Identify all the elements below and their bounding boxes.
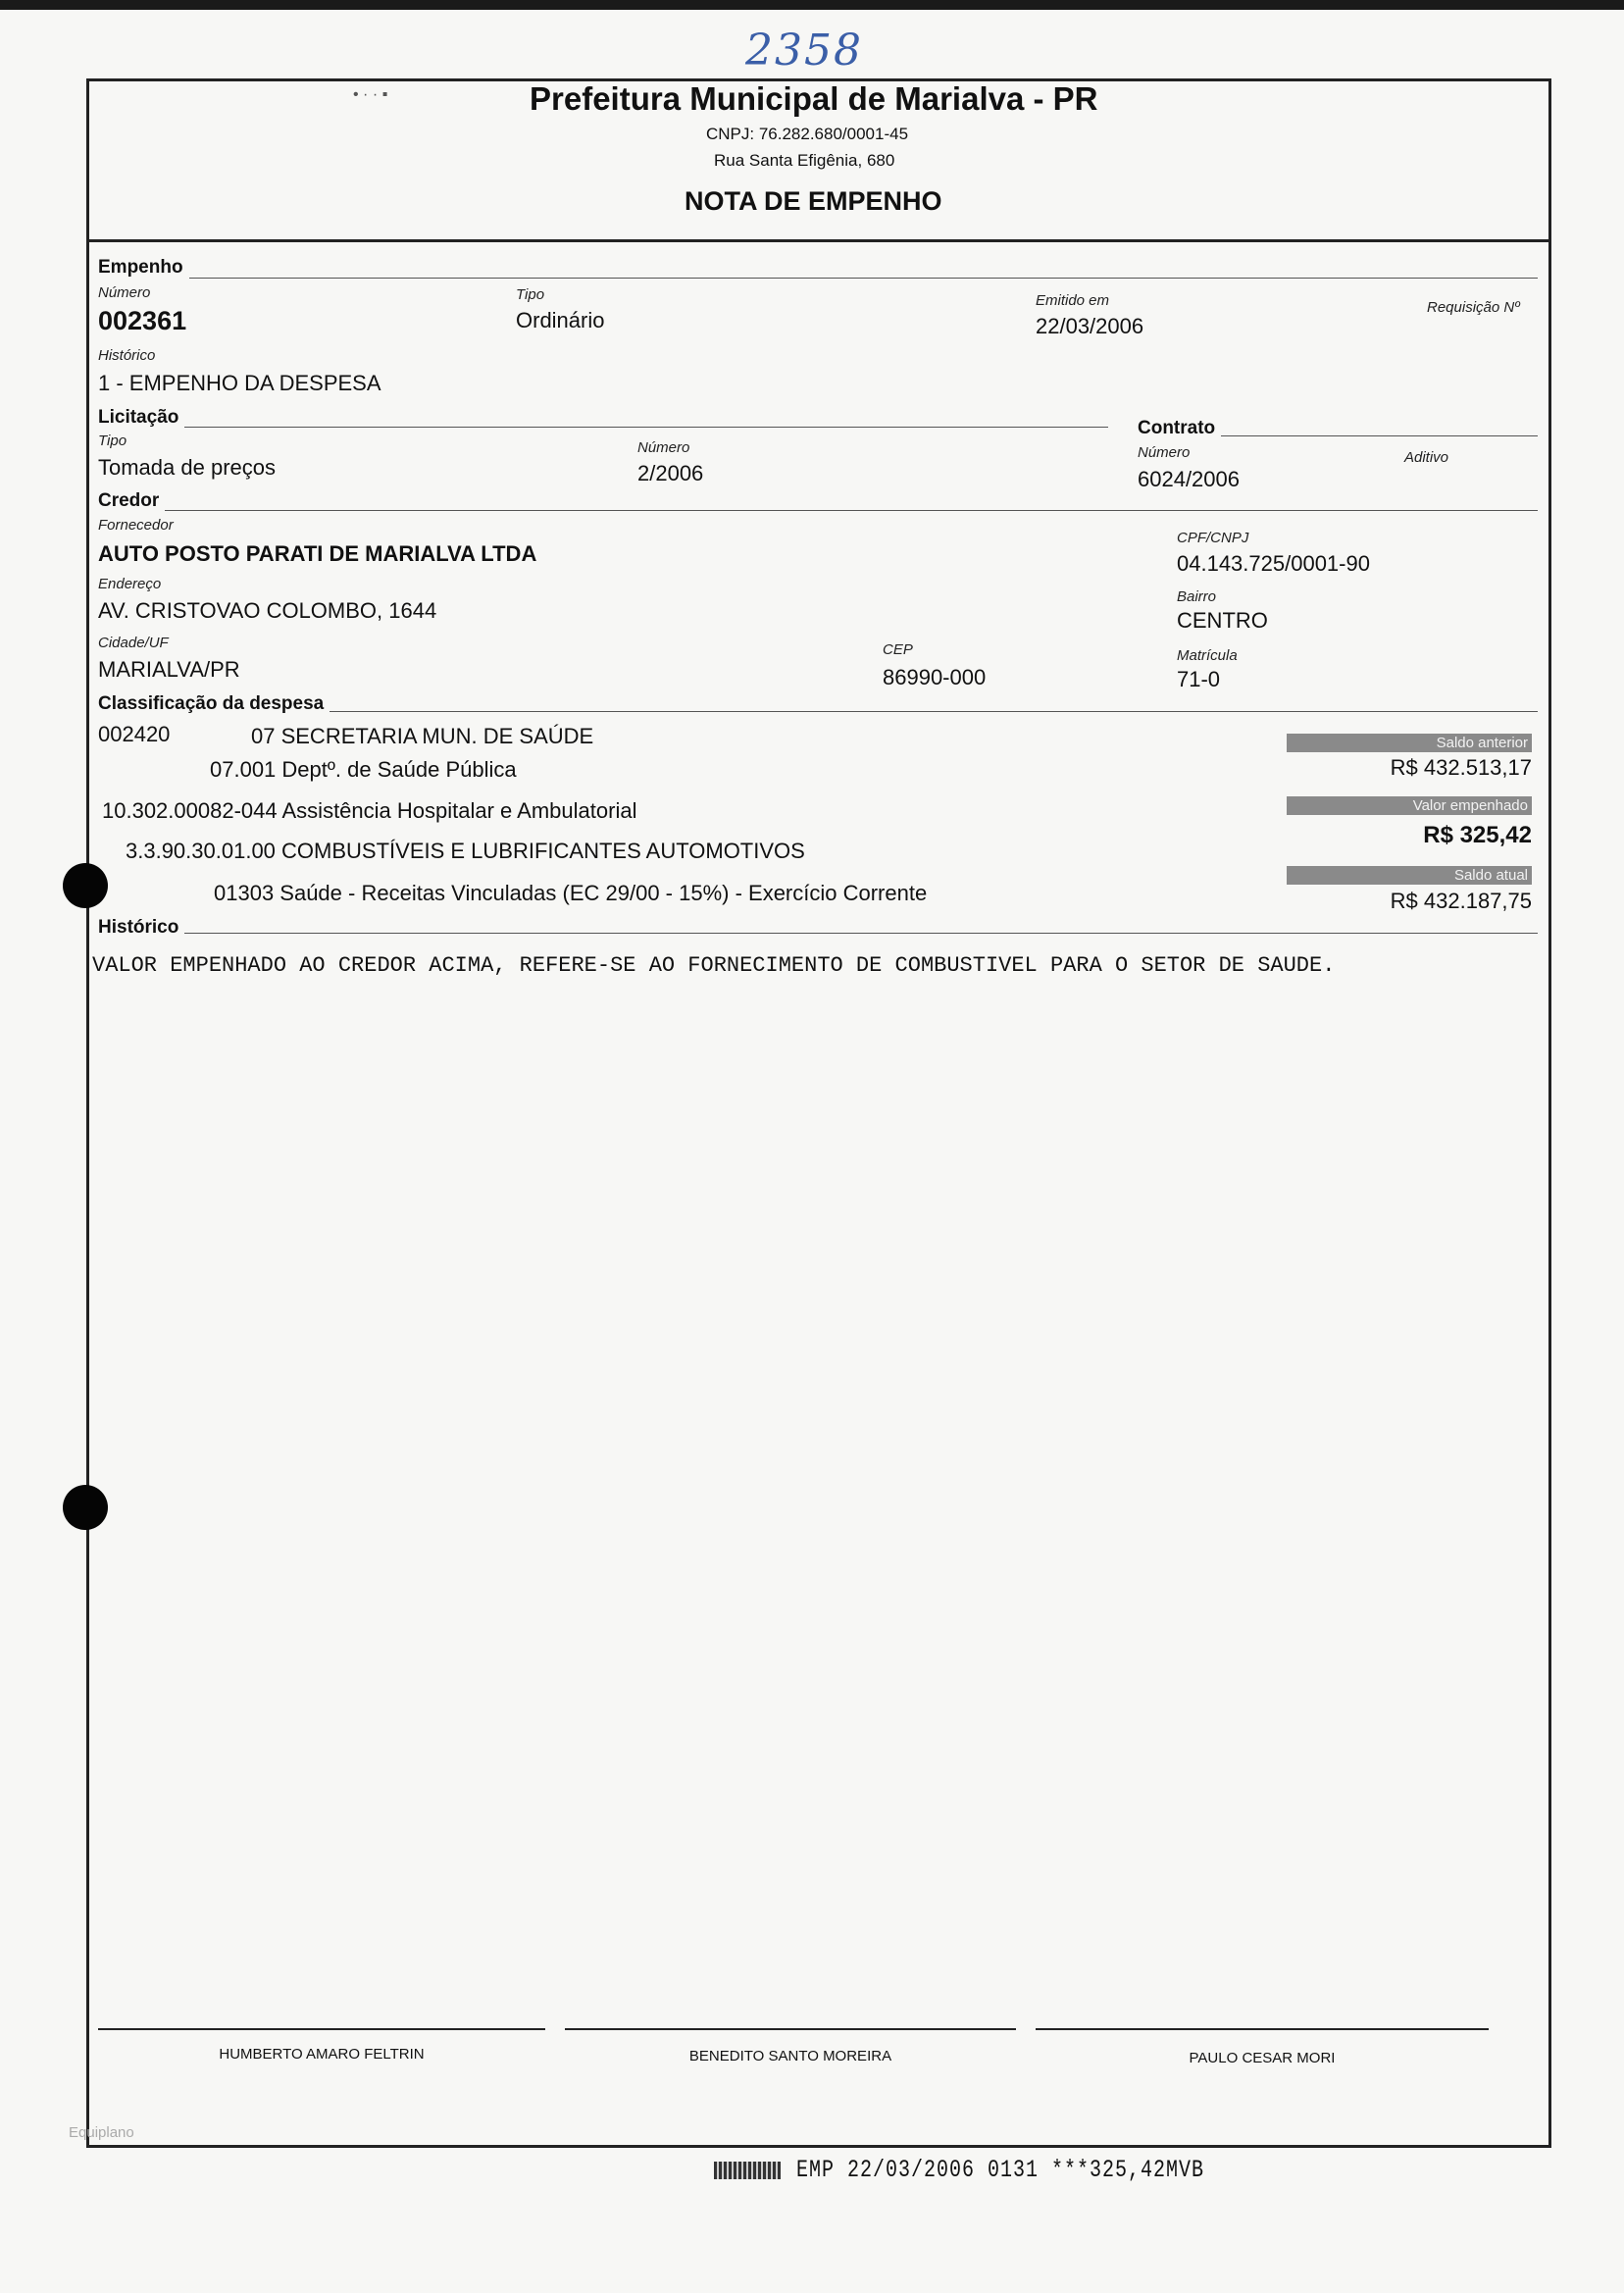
cpf-label: CPF/CNPJ (1177, 530, 1249, 546)
signature-name: PAULO CESAR MORI (1189, 2050, 1336, 2066)
header-cnpj: CNPJ: 76.282.680/0001-45 (706, 125, 909, 143)
classificacao-fonte: 01303 Saúde - Receitas Vinculadas (EC 29/00 - 15%) - Exercício Corrente (214, 881, 928, 905)
stamp-barcode-icon (714, 2162, 781, 2179)
saldo-atual-value: R$ 432.187,75 (1390, 889, 1532, 913)
signature-line (1036, 2028, 1489, 2030)
watermark: Equiplano (69, 2124, 134, 2141)
saldo-atual-label: Saldo atual (1287, 866, 1532, 885)
saldo-anterior-value: R$ 432.513,17 (1390, 755, 1532, 780)
aditivo-label: Aditivo (1404, 449, 1449, 466)
emitido-date: 22/03/2006 (1036, 314, 1144, 338)
signature-name: HUMBERTO AMARO FELTRIN (219, 2046, 425, 2063)
valor-empenhado-value: R$ 325,42 (1423, 822, 1532, 848)
cep-label: CEP (883, 641, 913, 658)
endereco-label: Endereço (98, 576, 162, 592)
header-address: Rua Santa Efigênia, 680 (714, 151, 895, 170)
signature-line (98, 2028, 545, 2030)
licitacao-section-title: Licitação (98, 407, 184, 429)
licitacao-tipo: Tomada de preços (98, 455, 276, 480)
punch-hole (63, 1485, 108, 1530)
empenho-section-title: Empenho (98, 257, 189, 279)
matricula-value: 71-0 (1177, 667, 1221, 691)
endereco-value: AV. CRISTOVAO COLOMBO, 1644 (98, 598, 437, 623)
credor-section-title: Credor (98, 490, 165, 512)
empenho-historico: 1 - EMPENHO DA DESPESA (98, 371, 381, 395)
licitacao-rule (98, 427, 1108, 428)
signature-name: BENEDITO SANTO MOREIRA (688, 2048, 892, 2064)
header-divider (86, 239, 1551, 242)
licitacao-numero-label: Número (637, 439, 690, 456)
requisicao-label: Requisição Nº (1427, 299, 1520, 316)
bairro-value: CENTRO (1177, 608, 1268, 633)
contrato-section-title: Contrato (1138, 418, 1221, 439)
classificacao-code: 002420 (98, 722, 171, 746)
empenho-numero-label: Número (98, 284, 151, 301)
document-type: NOTA DE EMPENHO (685, 186, 942, 216)
punch-hole (63, 863, 108, 908)
empenho-historico-label: Histórico (98, 347, 156, 364)
matricula-label: Matrícula (1177, 647, 1238, 664)
contrato-numero: 6024/2006 (1138, 467, 1240, 491)
classificacao-elemento: 3.3.90.30.01.00 COMBUSTÍVEIS E LUBRIFICANTES AUTOMOTIVOS (126, 839, 805, 863)
classificacao-unidade: 07.001 Deptº. de Saúde Pública (210, 757, 517, 782)
classificacao-orgao: 07 SECRETARIA MUN. DE SAÚDE (251, 724, 594, 748)
empenho-numero: 002361 (98, 306, 187, 335)
page-title: Prefeitura Municipal de Marialva - PR (530, 80, 1098, 117)
emitido-label: Emitido em (1036, 292, 1110, 309)
signature-line (565, 2028, 1016, 2030)
classificacao-section-title: Classificação da despesa (98, 693, 330, 715)
licitacao-numero: 2/2006 (637, 461, 704, 485)
contrato-numero-label: Número (1138, 444, 1191, 461)
crest-icon: • · · ▪ (353, 86, 388, 103)
saldo-anterior-label: Saldo anterior (1287, 734, 1532, 752)
fornecedor-label: Fornecedor (98, 517, 174, 534)
classificacao-funcional: 10.302.00082-044 Assistência Hospitalar e Ambulatorial (102, 798, 637, 823)
valor-empenhado-label: Valor empenhado (1287, 796, 1532, 815)
cep-value: 86990-000 (883, 665, 987, 689)
cidade-label: Cidade/UF (98, 635, 169, 651)
cidade-value: MARIALVA/PR (98, 657, 240, 682)
historico-rule (98, 933, 1538, 934)
empenho-tipo: Ordinário (516, 308, 605, 332)
historico-text: VALOR EMPENHADO AO CREDOR ACIMA, REFERE-SE AO FORNECIMENTO DE COMBUSTIVEL PARA O SETOR DE SAUDE. (92, 953, 1336, 978)
fornecedor-name: AUTO POSTO PARATI DE MARIALVA LTDA (98, 541, 537, 566)
cpf-value: 04.143.725/0001-90 (1177, 551, 1370, 576)
licitacao-tipo-label: Tipo (98, 433, 127, 449)
handwritten-number: 2358 (745, 25, 863, 76)
empenho-rule (98, 278, 1538, 279)
validation-stamp: EMP 22/03/2006 0131 ***325,42MVB (796, 2157, 1205, 2185)
empenho-tipo-label: Tipo (516, 286, 545, 303)
bairro-label: Bairro (1177, 588, 1217, 605)
credor-rule (98, 510, 1538, 511)
historico-section-title: Histórico (98, 917, 184, 939)
scan-top-edge (0, 0, 1624, 10)
